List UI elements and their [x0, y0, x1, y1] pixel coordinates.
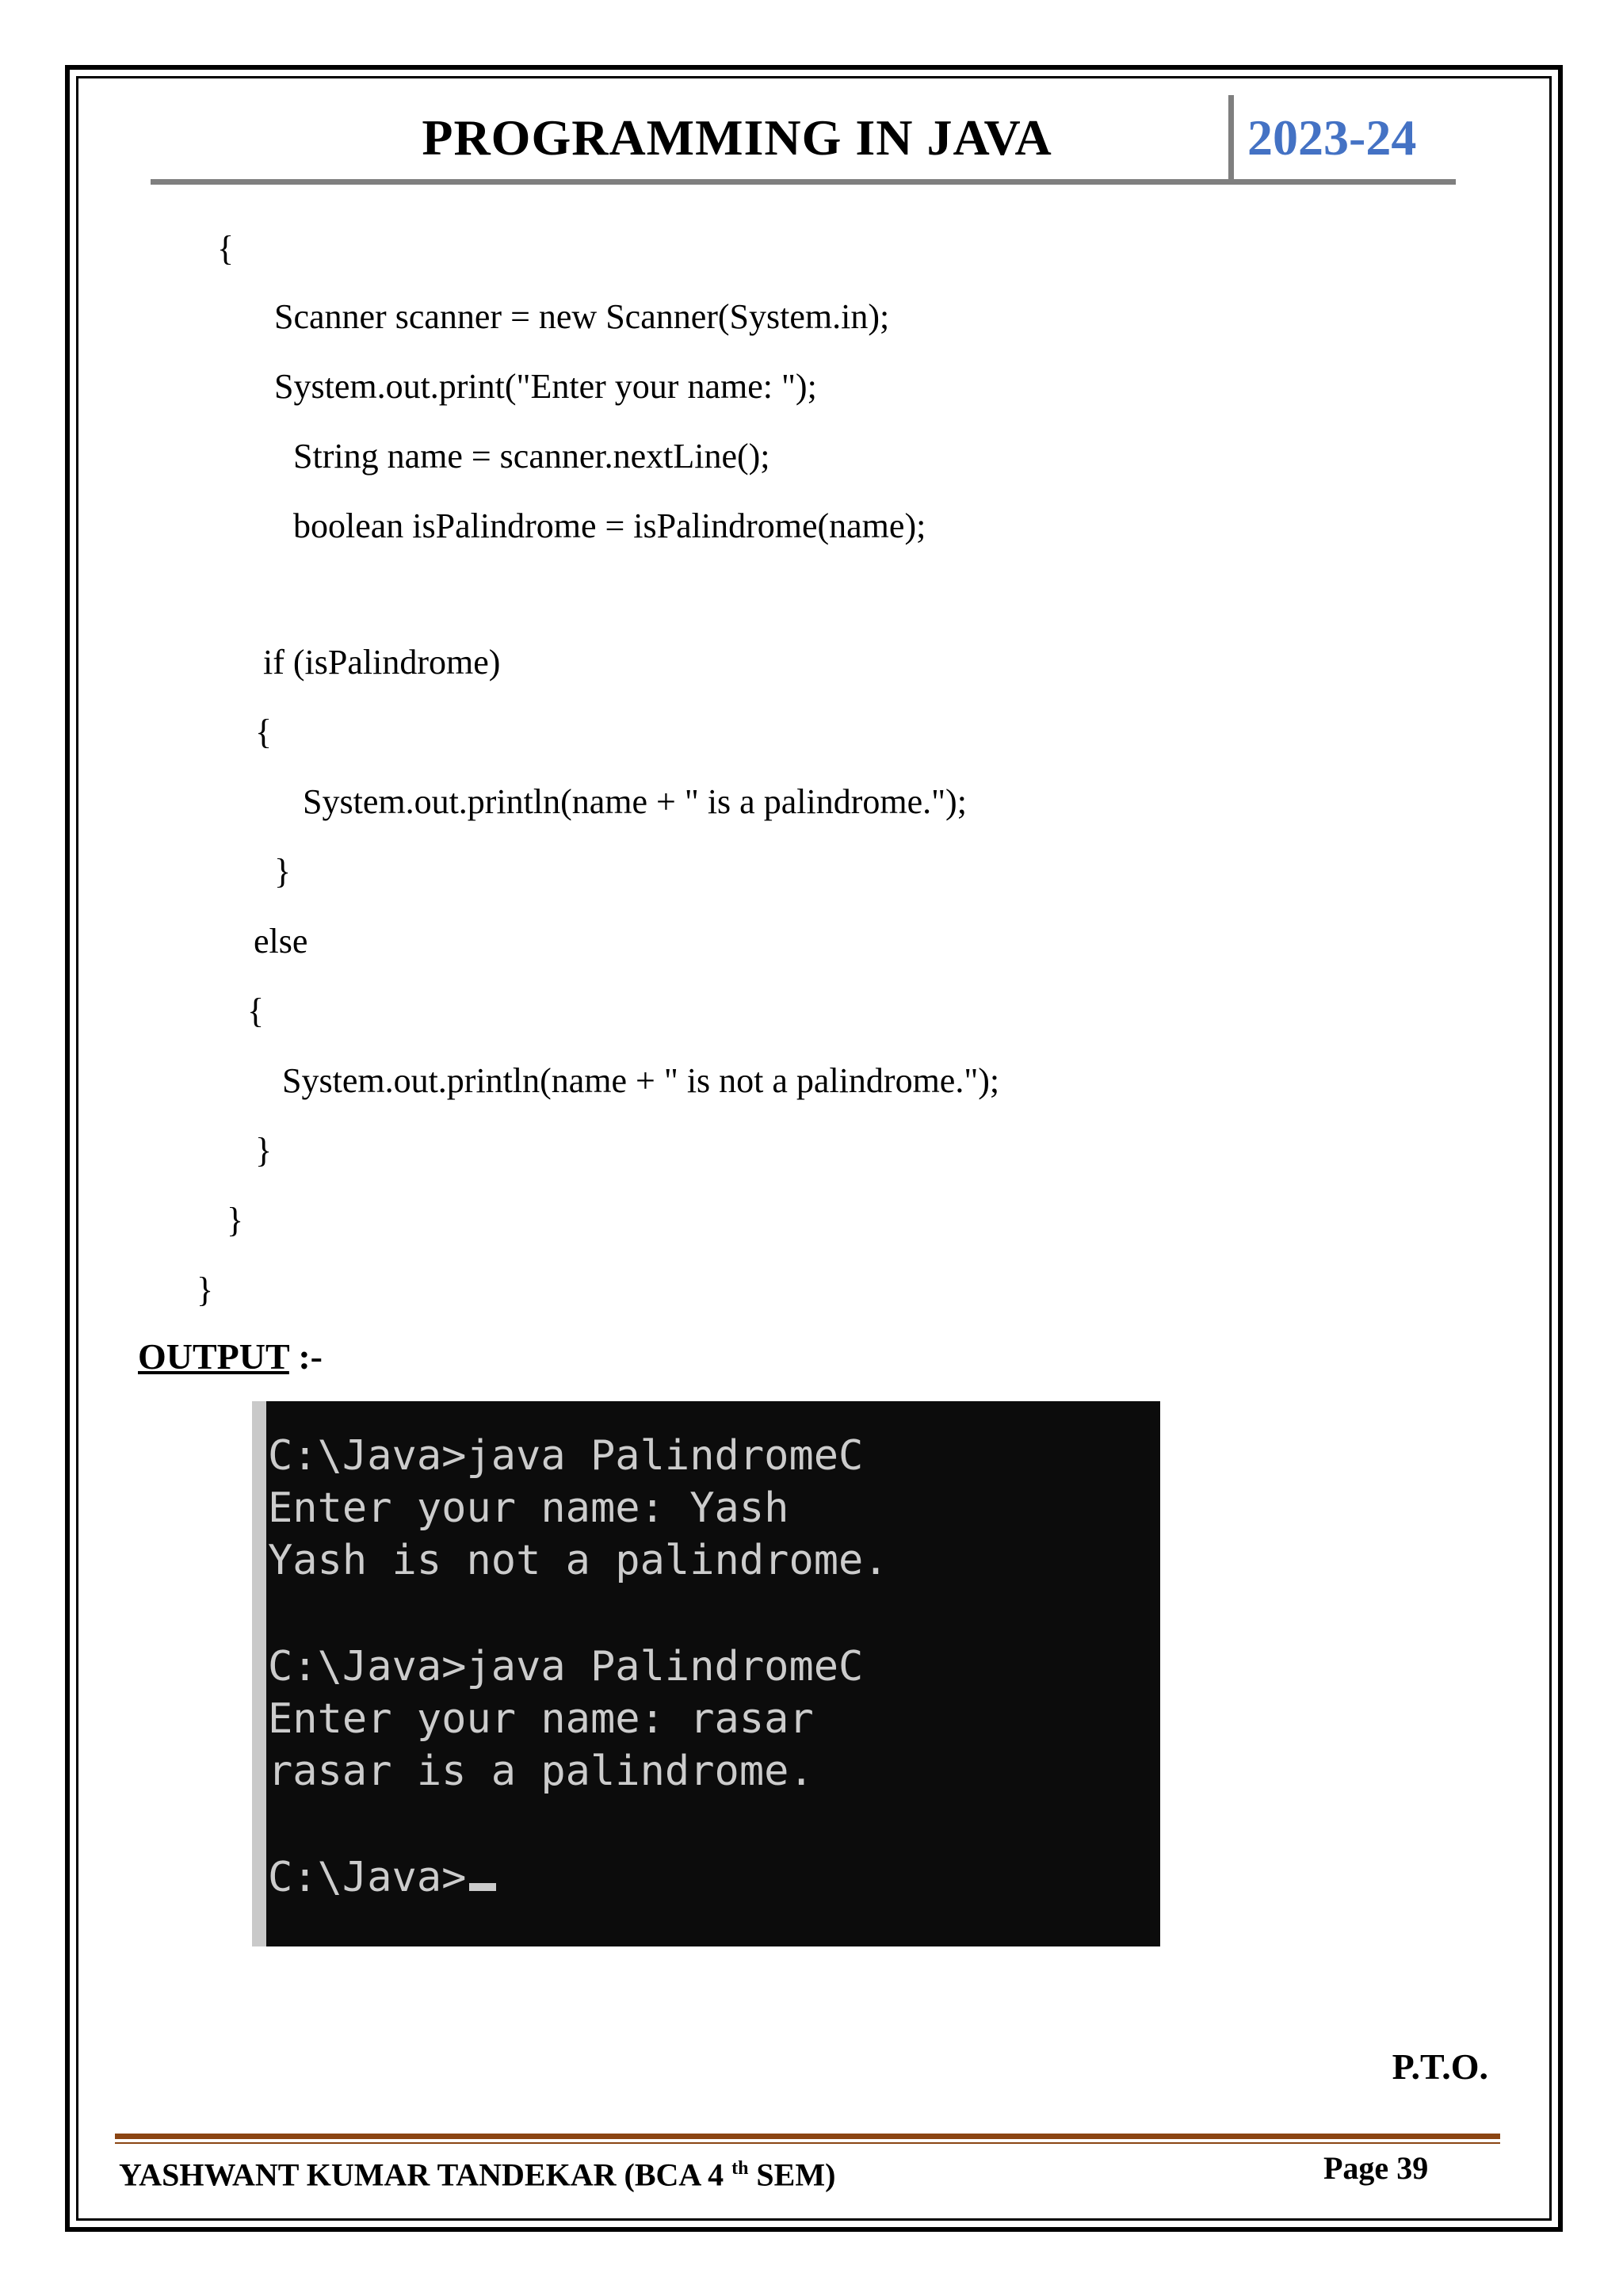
- console-line: rasar is a palindrome.: [268, 1748, 814, 1795]
- code-line: else: [254, 922, 308, 961]
- code-line: }: [255, 1131, 273, 1170]
- footer-author-prefix: YASHWANT KUMAR TANDEKAR (BCA 4: [119, 2157, 732, 2193]
- code-line: }: [197, 1270, 214, 1309]
- header-title: PROGRAMMING IN JAVA: [422, 109, 1052, 166]
- header-separator: [1228, 95, 1234, 182]
- footer-author: [119, 2146, 835, 2197]
- footer-author-suffix: SEM): [748, 2157, 836, 2193]
- console-cursor: [469, 1883, 496, 1891]
- footer-rule-thick: [115, 2134, 1500, 2139]
- console-scrollbar: [252, 1401, 266, 1946]
- code-line: System.out.println(name + " is a palindrome.");: [303, 782, 967, 821]
- footer-rule-thin: [115, 2142, 1500, 2144]
- code-line: if (isPalindrome): [263, 643, 501, 682]
- code-line: }: [274, 852, 292, 891]
- output-label-word: OUTPUT: [138, 1336, 289, 1377]
- output-label: [138, 1335, 323, 1379]
- code-line: {: [247, 991, 265, 1030]
- code-line: {: [217, 229, 235, 268]
- pto-note: P.T.O.: [1392, 2046, 1488, 2087]
- code-line: }: [227, 1201, 244, 1240]
- code-line: System.out.print("Enter your name: ");: [274, 367, 817, 406]
- console-line: C:\Java>java PalindromeC: [268, 1643, 864, 1690]
- code-line: boolean isPalindrome = isPalindrome(name);: [293, 506, 926, 545]
- code-line: {: [255, 712, 273, 751]
- console-prompt-line: [268, 1851, 496, 1904]
- code-line: Scanner scanner = new Scanner(System.in);: [274, 297, 890, 336]
- console-line: Enter your name: Yash: [268, 1484, 789, 1532]
- output-label-suffix: :-: [288, 1336, 323, 1377]
- header-rule: [151, 179, 1456, 185]
- code-line: String name = scanner.nextLine();: [293, 437, 770, 476]
- footer-author-sup: th: [731, 2158, 749, 2179]
- console-line: Yash is not a palindrome.: [268, 1537, 888, 1584]
- console-prompt: C:\Java>: [268, 1854, 467, 1901]
- footer-page-number: Page 39: [1323, 2150, 1429, 2186]
- console-line: Enter your name: rasar: [268, 1695, 814, 1743]
- header-year: 2023-24: [1247, 109, 1417, 166]
- code-line: System.out.println(name + " is not a palindrome.");: [282, 1061, 1000, 1100]
- console-line: C:\Java>java PalindromeC: [268, 1432, 864, 1480]
